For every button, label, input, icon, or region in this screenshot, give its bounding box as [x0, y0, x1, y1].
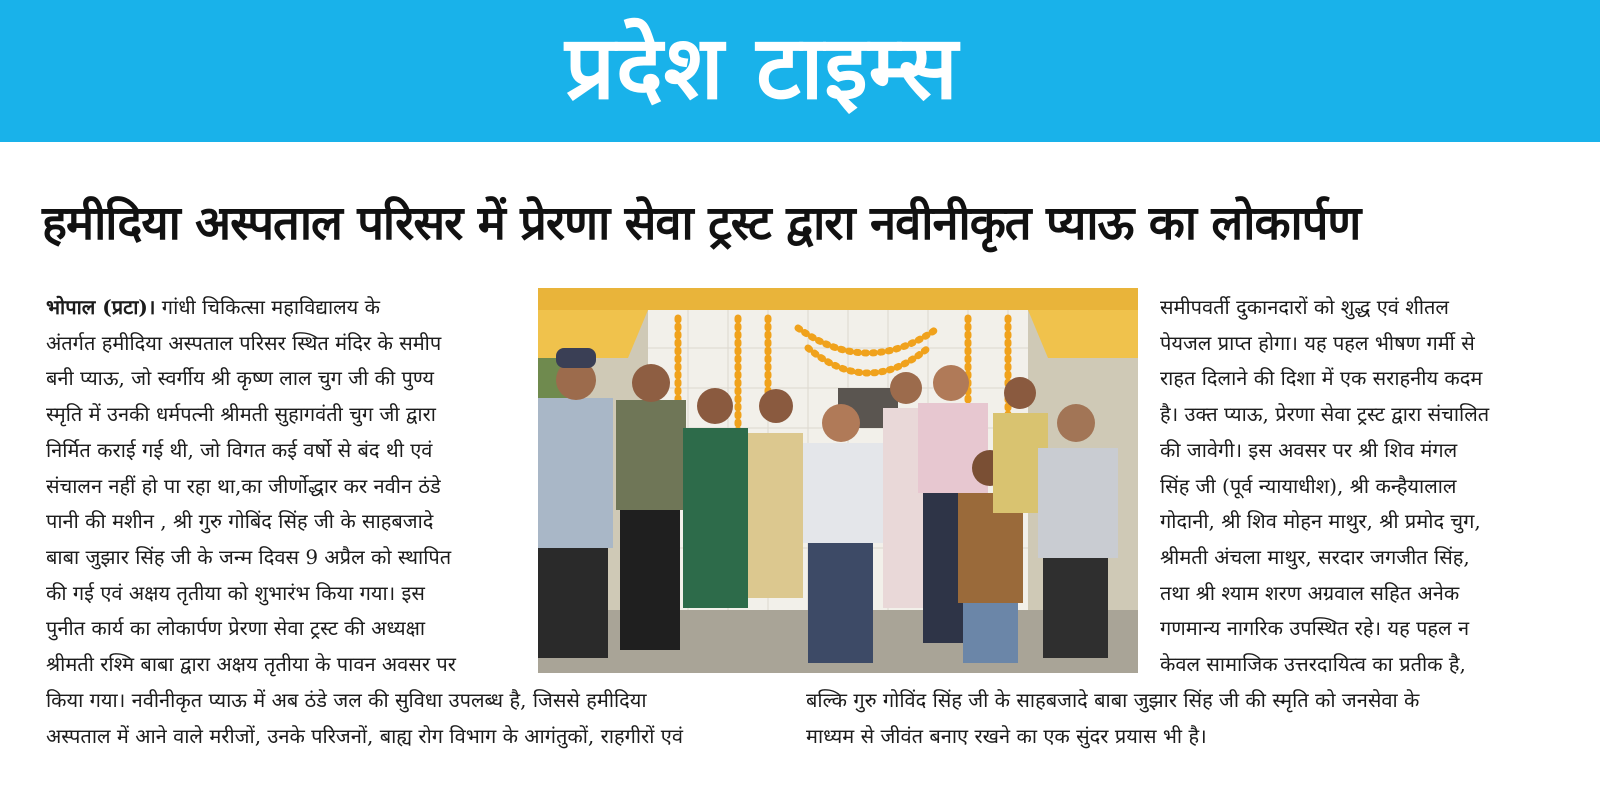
article-line: बनी प्याऊ, जो स्वर्गीय श्री कृष्ण लाल चुग जी की पुण्य — [46, 366, 434, 391]
article-line: की जावेगी। इस अवसर पर श्री शिव मंगल — [1160, 437, 1458, 462]
newspaper-title: प्रदेश टाइम्स — [565, 16, 959, 119]
article-line: पेयजल प्राप्त होगा। यह पहल भीषण गर्मी से — [1160, 330, 1475, 355]
photo-illustration — [538, 288, 1138, 673]
article-line: केवल सामाजिक उत्तरदायित्व का प्रतीक है, — [1160, 652, 1466, 677]
article-line: गोदानी, श्री शिव मोहन माथुर, श्री प्रमोद चुग, — [1160, 509, 1481, 534]
article-line: स्मृति में उनकी धर्मपत्नी श्रीमती सुहागवंती चुग जी द्वारा — [46, 402, 436, 427]
article-line: सिंह जी (पूर्व न्यायाधीश), श्री कन्हैयालाल — [1160, 473, 1457, 498]
masthead-banner — [0, 0, 1600, 142]
article-line: की गई एवं अक्षय तृतीया को शुभारंभ किया गया। इस — [46, 580, 425, 605]
article-line: पुनीत कार्य का लोकार्पण प्रेरणा सेवा ट्रस्ट की अध्यक्षा — [46, 616, 426, 641]
article-text: गांधी चिकित्सा महाविद्यालय के — [155, 295, 381, 319]
article-bottom-right — [806, 683, 1556, 754]
article-line: माध्यम से जीवंत बनाए रखने का एक सुंदर प्रयास भी है। — [806, 723, 1207, 748]
article-line: बाबा जुझार सिंह जी के जन्म दिवस 9 अप्रैल को स्थापित — [46, 544, 452, 569]
article-line: अंतर्गत हमीदिया अस्पताल परिसर स्थित मंदिर के समीप — [46, 330, 442, 355]
article-column-left — [46, 290, 516, 683]
group-photo — [538, 288, 1138, 673]
article-line: गणमान्य नागरिक उपस्थित रहे। यह पहल न — [1160, 616, 1470, 641]
article-line: श्रीमती अंचला माथुर, सरदार जगजीत सिंह, — [1160, 544, 1470, 569]
article-line: पानी की मशीन , श्री गुरु गोबिंद सिंह जी के साहबजादे — [46, 509, 434, 534]
article-line: किया गया। नवीनीकृत प्याऊ में अब ठंडे जल की सुविधा उपलब्ध है, जिससे हमीदिया — [46, 688, 647, 712]
article-line: है। उक्त प्याऊ, प्रेरणा सेवा ट्रस्ट द्वारा संचालित — [1160, 402, 1490, 427]
article-line: श्रीमती रश्मि बाबा द्वारा अक्षय तृतीया के पावन अवसर पर — [46, 652, 456, 677]
article-line-first — [46, 290, 516, 326]
article-line: संचालन नहीं हो पा रहा था,का जीर्णोद्धार कर नवीन ठंडे — [46, 473, 441, 498]
article-bottom-left — [46, 683, 776, 754]
article-line: तथा श्री श्याम शरण अग्रवाल सहित अनेक — [1160, 580, 1460, 605]
article-line: बल्कि गुरु गोविंद सिंह जी के साहबजादे बाबा जुझार सिंह जी की स्मृति को जनसेवा के — [806, 688, 1420, 712]
article-headline: हमीदिया अस्पताल परिसर में प्रेरणा सेवा ट्रस्ट द्वारा नवीनीकृत प्याऊ का लोकार्पण — [42, 196, 1361, 251]
article-dateline: भोपाल (प्रटा)। — [46, 295, 156, 319]
article-line: राहत दिलाने की दिशा में एक सराहनीय कदम — [1160, 366, 1483, 391]
article-column-right — [1160, 290, 1552, 683]
article-line: समीपवर्ती दुकानदारों को शुद्ध एवं शीतल — [1160, 295, 1449, 319]
article-line: अस्पताल में आने वाले मरीजों, उनके परिजनों, बाह्य रोग विभाग के आगंतुकों, राहगीरों एवं — [46, 723, 683, 748]
article-line: निर्मित कराई गई थी, जो विगत कई वर्षो से बंद थी एवं — [46, 437, 433, 462]
